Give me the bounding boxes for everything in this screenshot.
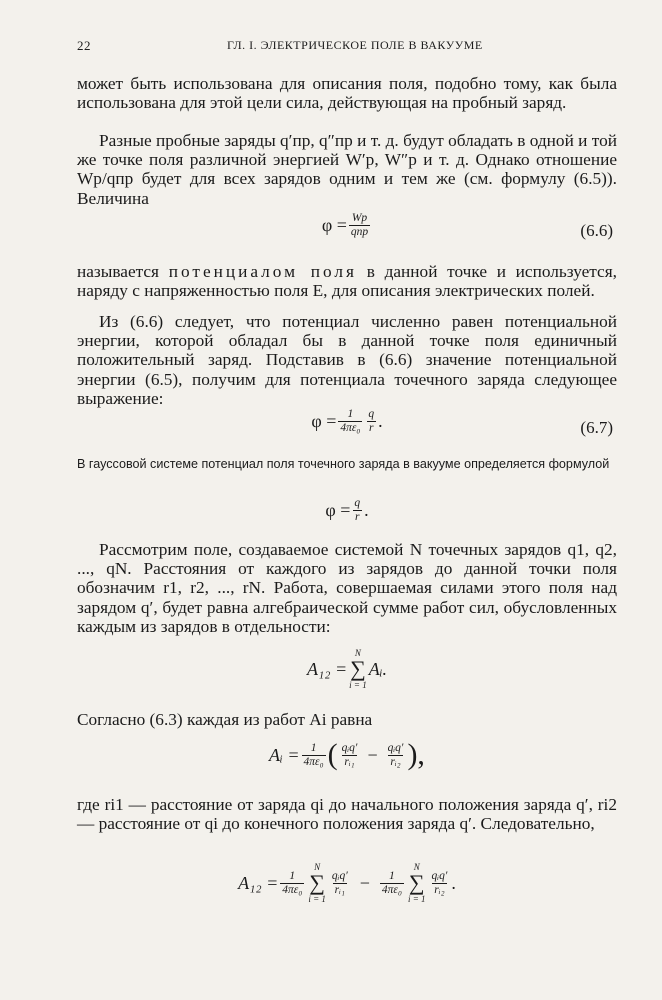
- f67-lhs: φ =: [311, 411, 337, 431]
- formula-6-6: [77, 212, 617, 256]
- p3-term: потенциалом поля: [168, 262, 357, 281]
- paragraph-1: [77, 74, 617, 112]
- fA12b-den1: 4πε₀: [282, 883, 303, 896]
- fA12-sum-bot: i = 1: [349, 680, 367, 690]
- fAi-frac1: [302, 742, 326, 769]
- formula-Ai: [77, 740, 617, 784]
- paragraph-3: [77, 262, 617, 300]
- p3-c: в данной точке и используется, наряду с напряженностью поля E, для описания электрических полей.: [77, 262, 617, 301]
- paragraph-4: [77, 312, 617, 408]
- paragraph-2-text: Разные пробные заряды q′пр, q″пр и т. д. будут обладать в одной и той же точке поля различной энергией W′p, W″p и т. д. Однако отношение Wp/qпр будет для всех зарядов одним и тем же (см. формулу (6.5)). Величина: [77, 131, 617, 208]
- f67-num1: 1: [347, 408, 354, 420]
- f67-den2: r: [369, 422, 374, 434]
- sigma-symbol: ∑: [350, 656, 366, 681]
- fA12b-den4: rᵢ₂: [434, 883, 445, 896]
- fAi-num3: qᵢq′: [387, 741, 404, 754]
- paragraph-7-text: где ri1 — расстояние от заряда qi до начального положения заряда q′, ri2 — расстояние от qi до конечного положения заряда q′. Следовательно,: [77, 795, 617, 834]
- fg-tail: .: [364, 500, 369, 520]
- fA12b-sum1-top: N: [314, 862, 321, 872]
- f66-den: qпр: [350, 226, 369, 238]
- paragraph-1-text: может быть использована для описания поля, подобно тому, как была использована для этой цели сила, действующая на пробный заряд.: [77, 74, 617, 113]
- fA12b-sum2-bot: i = 1: [407, 894, 426, 904]
- fA12b-frac4: [430, 870, 450, 897]
- paragraph-6-text: Согласно (6.3) каждая из работ Ai равна: [77, 710, 373, 729]
- f67-frac2: [366, 408, 376, 435]
- formula-A12-sum: [77, 648, 617, 692]
- sigma-symbol-2: ∑: [408, 870, 425, 895]
- fA12b-frac2: [330, 870, 350, 897]
- page-number: 22: [77, 38, 91, 53]
- paragraph-4-text: Из (6.6) следует, что потенциал численно равен потенциальной энергии, которой обладал бы в данной точке поля единичный положительный заряд. Подставив в (6.6) значение потенциальной энергии (6.5), получим для потенциала точечного заряда следующее выражение:: [77, 312, 617, 408]
- small-note-text: В гауссовой системе потенциал поля точечного заряда в вакууме определяется формулой: [77, 457, 610, 471]
- fA12b-num4: qᵢq′: [431, 869, 448, 882]
- running-title: ГЛ. I. ЭЛЕКТРИЧЕСКОЕ ПОЛЕ В ВАКУУМЕ: [227, 38, 483, 52]
- fA12b-num1: 1: [289, 869, 296, 882]
- fA12b-num2: qᵢq′: [331, 869, 348, 882]
- fA12b-den2: rᵢ₁: [334, 883, 345, 896]
- p3-a: называется: [77, 262, 160, 281]
- f66-number: (6.6): [580, 221, 613, 240]
- formula-6-7: [77, 408, 617, 452]
- f67-frac1: [338, 408, 362, 435]
- fg-den: r: [355, 511, 360, 523]
- fA12b-sum1-bot: i = 1: [308, 894, 326, 904]
- sigma-symbol-1: ∑: [309, 870, 325, 895]
- f67-den1: 4πε₀: [340, 422, 361, 434]
- f66-lhs: φ =: [321, 215, 347, 235]
- fA12b-sum1: [308, 862, 326, 904]
- page-header: [77, 38, 617, 60]
- f67-number: (6.7): [580, 418, 613, 437]
- formula-A12-final: [77, 862, 617, 906]
- fA12b-num3: 1: [389, 869, 395, 882]
- fA12b-frac3: [380, 870, 404, 897]
- fg-frac: [352, 497, 362, 524]
- fg-lhs: φ =: [325, 500, 351, 520]
- fAi-den2: rᵢ₁: [344, 755, 355, 768]
- fg-num: q: [354, 497, 361, 509]
- fAi-den3: rᵢ₂: [390, 755, 401, 768]
- f67-tail: .: [378, 411, 383, 431]
- fA12-sum: [349, 648, 367, 690]
- fA12-term: Aᵢ.: [368, 658, 388, 679]
- fA12b-den3: 4πε₀: [381, 883, 402, 896]
- fA12-lhs: A₁₂ =: [306, 658, 348, 679]
- open-paren: (: [327, 738, 338, 771]
- paragraph-5: [77, 540, 617, 636]
- f67-num2: q: [368, 408, 375, 420]
- fA12b-frac1: [280, 870, 304, 897]
- fAi-frac2: [340, 742, 360, 769]
- fAi-lhs: Aᵢ =: [269, 744, 300, 765]
- fA12b-lhs: A₁₂ =: [238, 872, 279, 893]
- fAi-num1: 1: [310, 741, 317, 754]
- fAi-num2: qᵢq′: [341, 741, 358, 754]
- fAi-frac3: [386, 742, 406, 769]
- fAi-tail: ),: [407, 738, 425, 771]
- paragraph-5-text: Рассмотрим поле, создаваемое системой N точечных зарядов q1, q2, ..., qN. Расстояния от каждого из зарядов до данной точки поля обозначим r1, r2, ..., rN. Работа, совершаемая силами этого поля над зарядом q′, будет равна алгебраической сумме работ сил, обусловленных каждым из зарядов в отдельности:: [77, 540, 617, 636]
- paragraph-6: [77, 710, 617, 729]
- fA12b-sum2-top: N: [413, 862, 420, 872]
- paragraph-2: [77, 131, 617, 208]
- fA12b-tail: .: [451, 872, 456, 893]
- fA12-sum-top: N: [354, 648, 361, 658]
- small-note: [77, 456, 617, 472]
- f66-num: Wp: [351, 212, 368, 224]
- f66-fraction: [349, 212, 370, 239]
- formula-gauss: [77, 497, 617, 541]
- fA12b-minus: −: [359, 872, 370, 893]
- paragraph-7: [77, 795, 617, 833]
- fAi-minus: −: [367, 744, 378, 765]
- fA12b-sum2: [408, 862, 426, 904]
- fAi-den1: 4πε₀: [303, 755, 324, 768]
